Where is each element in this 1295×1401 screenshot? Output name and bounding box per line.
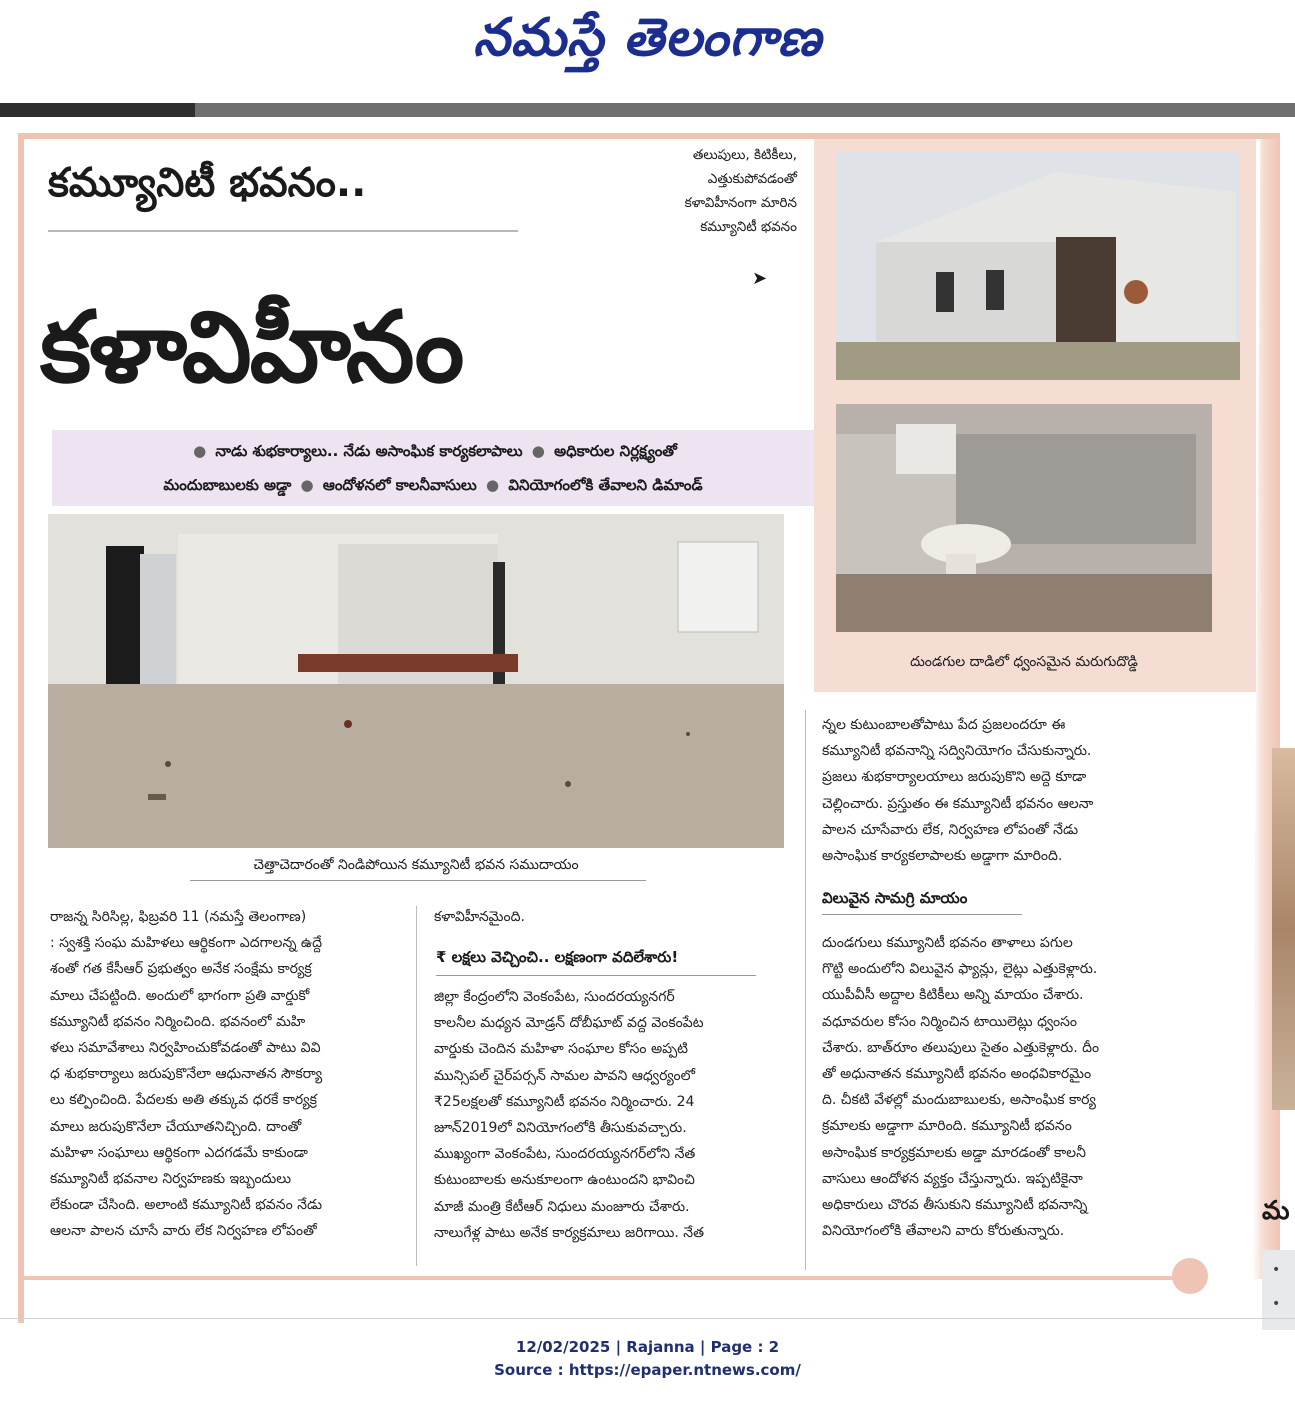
text-line: నాలుగేళ్ల పాటు అనేక కార్యక్రమాలు జరిగాయి. నేత [434,1224,705,1241]
text-line: ఆలనా పాలన చూసే వారు లేక నిర్వహణ లోపంతో [50,1223,317,1240]
bullet-icon: ● [531,442,545,460]
broken-toilet-photo [836,404,1212,632]
article-column-3-top [822,712,1174,869]
text-line: జూన్2019లో వినియోగంలోకి తీసుకువచ్చారు. [434,1120,687,1137]
article-column-3-body [822,930,1174,1244]
masthead-rule-dark [0,103,195,117]
text-line: న్నల కుటుంబాలతోపాటు పేద ప్రజలందరూ ఈ [822,717,1066,733]
text-line: కళావిహీనమైంది. [434,909,525,925]
text-line: : స్వశక్తి సంఘ మహిళలు ఆర్థికంగా ఎదగాలన్న ఉద్దే [50,935,322,952]
column-3-subhead: విలువైన సామగ్రి మాయం [822,889,968,907]
text-line: ళలు సమావేశాలు నిర్వహించుకోవడంతో పాటు వివి [50,1040,321,1057]
caption-rule [190,880,646,881]
text-line: చెల్లించారు. ప్రస్తుతం ఈ కమ్యూనిటీ భవనం ఆలనా [822,795,1094,812]
hall-photo-caption: చెత్తాచెదారంతో నిండిపోయిన కమ్యూనిటీ భవన సముదాయం [253,857,579,873]
text-line: కమ్యూనిటీ భవనాల నిర్వహణకు ఇబ్బందులు [50,1171,292,1188]
text-line: వధూవరుల కోసం నిర్మించిన టాయిలెట్లు ధ్వంసం [822,1013,1078,1030]
highlights-band [52,430,814,506]
text-line: మాజీ మంత్రి కేటీఆర్ నిధులు మంజూరు చేశారు. [434,1198,690,1215]
article-column-2-body [434,984,790,1246]
text-line: వార్డుకు చెందిన మహిళా సంఘాల కోసం అప్పటి [434,1041,688,1058]
article-column-2 [434,904,790,930]
hall-photo-drawing [48,514,784,848]
column-rule [805,710,806,1270]
footer-source-link[interactable]: Source : https://epaper.ntnews.com/ [494,1361,801,1379]
main-headline: కళావిహీనం [40,291,463,405]
text-line: వినియోగంలోకి తేవాలని వారు కోరుతున్నారు. [822,1223,1065,1240]
frame-bottom [24,1276,1204,1280]
text-line: జిల్లా కేంద్రంలోని వెంకంపేట, సుందరయ్యనగర్ [434,989,675,1005]
highlights-line-2 [52,468,814,502]
bullet-icon: • [1272,1296,1281,1312]
text-line: పాలన చూసేవారు లేక, నిర్వహణ లోపంతో నేడు [822,821,1079,838]
subhead-rule [436,975,756,976]
highlights-line-1 [52,434,814,468]
text-line: మాలు చేపట్టింది. అందులో భాగంగా ప్రతి వార్డుకో [50,987,310,1004]
footer-rule [0,1318,1295,1319]
text-line: శంతో గత కేసీఆర్ ప్రభుత్వం అనేక సంక్షేమ కార్యక్ర [50,961,312,978]
column-2-subhead: ₹ లక్షలు వెచ్చించి.. లక్షణంగా వదిలేశారు! [436,948,679,966]
text-line: అధికారులు చొరవ తీసుకుని కమ్యూనిటీ భవనాన్ని [822,1197,1088,1214]
text-line: కమ్యూనిటీ భవనాన్ని సద్వినియోగం చేసుకున్నారు. [822,743,1092,760]
text-line: లేకుండా చేసింది. అలాంటి కమ్యూనిటీ భవనం నేడు [50,1197,323,1214]
text-line: ₹25లక్షలతో కమ్యూనిటీ భవనం నిర్మించారు. 24 [434,1093,695,1110]
building-exterior-photo [836,152,1240,380]
toilet-photo-caption: దుండగుల దాడిలో ధ్వంసమైన మరుగుదొడ్డి [910,654,1138,670]
toilet-photo-drawing [836,404,1212,632]
text-line: ధ శుభకార్యాలు జరుపుకొనేలా ఆధునాతన సౌకర్యా [50,1066,323,1083]
article-column-1 [50,904,400,1245]
highlight-item: వినియోగంలోకి తేవాలని డిమాండ్ [508,476,703,494]
text-line: కమ్యూనిటీ భవనం నిర్మించింది. భవనంలో మహి [50,1013,306,1030]
bullet-icon: • [1272,1262,1281,1278]
arrow-icon: ➤ [752,268,768,289]
text-line: చేశారు. బాత్‌రూం తలుపులు సైతం ఎత్తుకెళ్లారు. దీం [822,1039,1100,1056]
text-line: కుటుంబాలకు అనుకూలంగా ఉంటుందని భావించి [434,1172,695,1189]
bullet-icon: ● [485,476,500,494]
text-line: యుపీవీసీ అద్దాల కిటికీలు అన్ని మాయం చేశారు. [822,987,1084,1004]
text-line: అసాంఘిక కార్యకలాపాలకు అడ్డాగా మారింది. [822,848,1063,865]
text-line: మహిళా సంఘాలు ఆర్థికంగా ఎదగడమే కాకుండా [50,1144,308,1161]
masthead-logo: నమస్తే తెలంగాణ [473,7,822,68]
frame-left [18,133,24,1323]
text-line: క్రమాలకు అడ్డాగా మారింది. కమ్యూనిటీ భవనం [822,1118,1072,1135]
building-photo-drawing [836,152,1240,380]
deck-line: తలుపులు, కిటికీలు, [692,147,797,163]
deck-line: కమ్యూనిటీ భవనం [700,219,797,235]
column-rule [416,906,417,1266]
subhead-rule [822,914,1022,915]
deck-line: కళావిహీనంగా మారిన [684,195,797,211]
text-line: మున్సిపల్ చైర్‌పర్సన్ సామల పావని ఆధ్వర్యంలో [434,1067,696,1084]
text-line: అసాంఘిక కార్యక్రమాలకు అడ్డా మారడంతో కాలనీ [822,1144,1086,1161]
highlight-item: నాడు శుభకార్యాలు.. నేడు అసాంఘిక కార్యకలాపాలు [215,442,523,460]
footer [0,1336,1295,1382]
hall-interior-photo [48,514,784,848]
footer-date-edition: 12/02/2025 | Rajanna | Page : 2 [515,1338,780,1356]
deck-line: ఎత్తుకుపోవడంతో [707,171,797,187]
text-line: మాలు జరుపుకొనేలా చేయూతనిచ్చింది. దాంతో [50,1118,302,1135]
text-line: తో అధునాతన కమ్యూనిటీ భవనం అంధవికారమైం [822,1066,1092,1083]
text-line: ది. చీకటి వేళల్లో మందుబాబులకు, అసాంఘిక కార్య [822,1092,1096,1109]
adjacent-article-headline: మ [1262,1196,1290,1226]
text-line: దుండగులు కమ్యూనిటీ భవనం తాళాలు పగుల [822,935,1073,951]
highlight-item: మందుబాబులకు అడ్డా [163,476,292,494]
text-line: ముఖ్యంగా వెంకంపేట, సుందరయ్యనగర్‌లోని నేత [434,1146,696,1163]
headline-deck [592,143,797,239]
text-line: ప్రజలు శుభకార్యాలయాలు జరుపుకొని అద్దె కూడా [822,769,1087,786]
bullet-icon: ● [300,476,314,494]
bullet-icon: ● [193,442,207,460]
text-line: లు కల్పించింది. పేదలకు అతి తక్కువ ధరకే కార్యక్ర [50,1092,317,1109]
kicker-rule [48,230,518,232]
text-line: కాలనీల మధ్యన మోడ్రన్ దోబీఘాట్ వద్ద వెంకంపేట [434,1015,704,1032]
text-line: రాజన్న సిరిసిల్ల, ఫిబ్రవరి 11 (నమస్తే తెలంగాణ) [50,909,307,925]
adjacent-article-photo [1272,748,1295,1110]
text-line: వాసులు ఆందోళన వ్యక్తం చేస్తున్నారు. ఇప్పటికైనా [822,1170,1083,1187]
headline-kicker: కమ్యూనిటీ భవనం.. [48,160,367,206]
frame-corner-dot [1172,1258,1208,1294]
highlight-item: అధికారుల నిర్లక్ష్యంతో [554,442,677,460]
text-line: గొట్టి అందులోని విలువైన ఫ్యాన్లు, లైట్లు ఎత్తుకెళ్లారు. [822,961,1098,978]
masthead-rule-gray [195,103,1295,117]
highlight-item: ఆందోళనలో కాలనీవాసులు [322,476,477,494]
